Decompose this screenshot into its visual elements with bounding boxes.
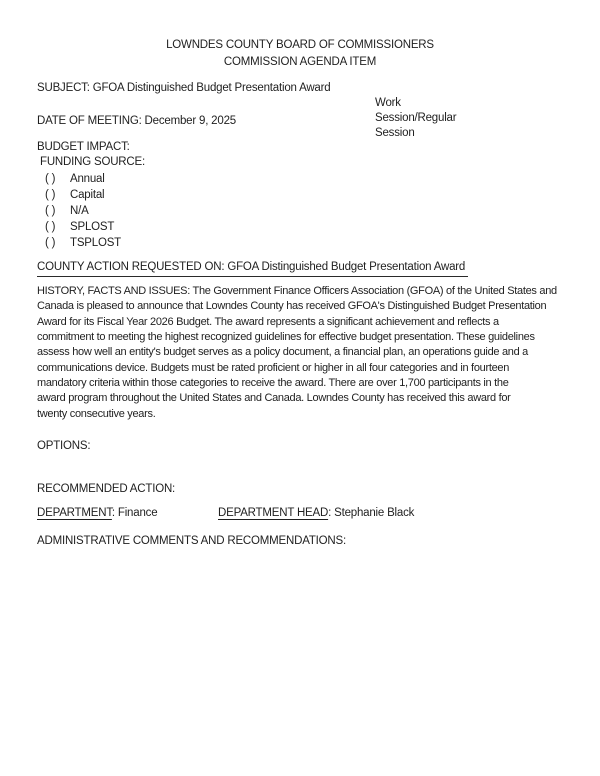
checkbox-glyph: ( ) <box>45 237 56 250</box>
administrative-comments-label: ADMINISTRATIVE COMMENTS AND RECOMMENDATIONS: <box>37 535 346 547</box>
history-line: Award for its Fiscal Year 2026 Budget. The award represents a significant achievement and reflects a <box>37 315 499 328</box>
history-line: assess how well an entity's budget serves as a policy document, a financial plan, an operations guide and a <box>37 346 528 359</box>
department-head-label: DEPARTMENT HEAD <box>218 507 329 519</box>
checkbox-glyph: ( ) <box>45 205 56 218</box>
document-title <box>0 37 600 70</box>
checkbox-glyph: ( ) <box>45 189 56 202</box>
funding-option-splost <box>45 219 121 235</box>
date-of-meeting-line: DATE OF MEETING: December 9, 2025 <box>37 115 236 127</box>
department-field <box>37 507 157 519</box>
session-type-line3: Session <box>375 127 415 140</box>
history-line: award program throughout the United States and Canada. Lowndes County has received this award for <box>37 392 511 405</box>
checkbox-glyph: ( ) <box>45 173 56 185</box>
history-line: mandatory criteria within those categories to receive the award. There are over 1,700 participants in the <box>37 377 509 390</box>
budget-impact-label: BUDGET IMPACT: <box>37 141 130 153</box>
funding-source-label: FUNDING SOURCE: <box>40 156 145 168</box>
options-label: OPTIONS: <box>37 440 91 452</box>
session-type-line1: Work <box>375 97 401 109</box>
history-facts-issues-paragraph <box>37 284 557 422</box>
department-head-value: : Stephanie Black <box>328 507 415 519</box>
history-line: commitment to meeting the highest recognized guidelines for effective budget presentation. These guidelines <box>37 331 535 344</box>
history-line: twenty consecutive years. <box>37 407 156 420</box>
funding-option-na <box>45 203 121 219</box>
county-action-requested-heading: COUNTY ACTION REQUESTED ON: GFOA Distinguished Budget Presentation Award <box>37 261 468 277</box>
funding-option-label: TSPLOST <box>70 237 122 250</box>
session-type-line2: Session/Regular <box>375 112 457 125</box>
recommended-action-label: RECOMMENDED ACTION: <box>37 483 176 495</box>
funding-option-tsplost <box>45 235 121 251</box>
funding-option-capital <box>45 187 121 203</box>
document-title-line1: LOWNDES COUNTY BOARD OF COMMISSIONERS <box>166 39 434 51</box>
funding-option-annual <box>45 171 121 187</box>
session-type-block <box>375 96 456 142</box>
funding-option-label: Capital <box>70 189 105 202</box>
funding-option-label: N/A <box>70 205 89 218</box>
funding-option-label: Annual <box>70 173 105 185</box>
subject-line: SUBJECT: GFOA Distinguished Budget Presentation Award <box>37 82 331 94</box>
checkbox-glyph: ( ) <box>45 221 56 234</box>
department-value: : Finance <box>111 507 158 519</box>
document-title-line2: COMMISSION AGENDA ITEM <box>223 55 377 68</box>
department-row <box>37 507 557 519</box>
department-label: DEPARTMENT <box>37 507 112 519</box>
funding-source-list <box>45 171 121 251</box>
funding-option-label: SPLOST <box>70 221 115 234</box>
history-line: Canada is pleased to announce that Lowndes County has received GFOA's Distinguished Budget Presentation <box>37 300 547 313</box>
department-head-field <box>218 507 414 519</box>
history-line: HISTORY, FACTS AND ISSUES: The Government Finance Officers Association (GFOA) of the United States and <box>37 285 557 297</box>
history-line: communications device. Budgets must be rated proficient or higher in all four categories and in fourteen <box>37 361 510 374</box>
